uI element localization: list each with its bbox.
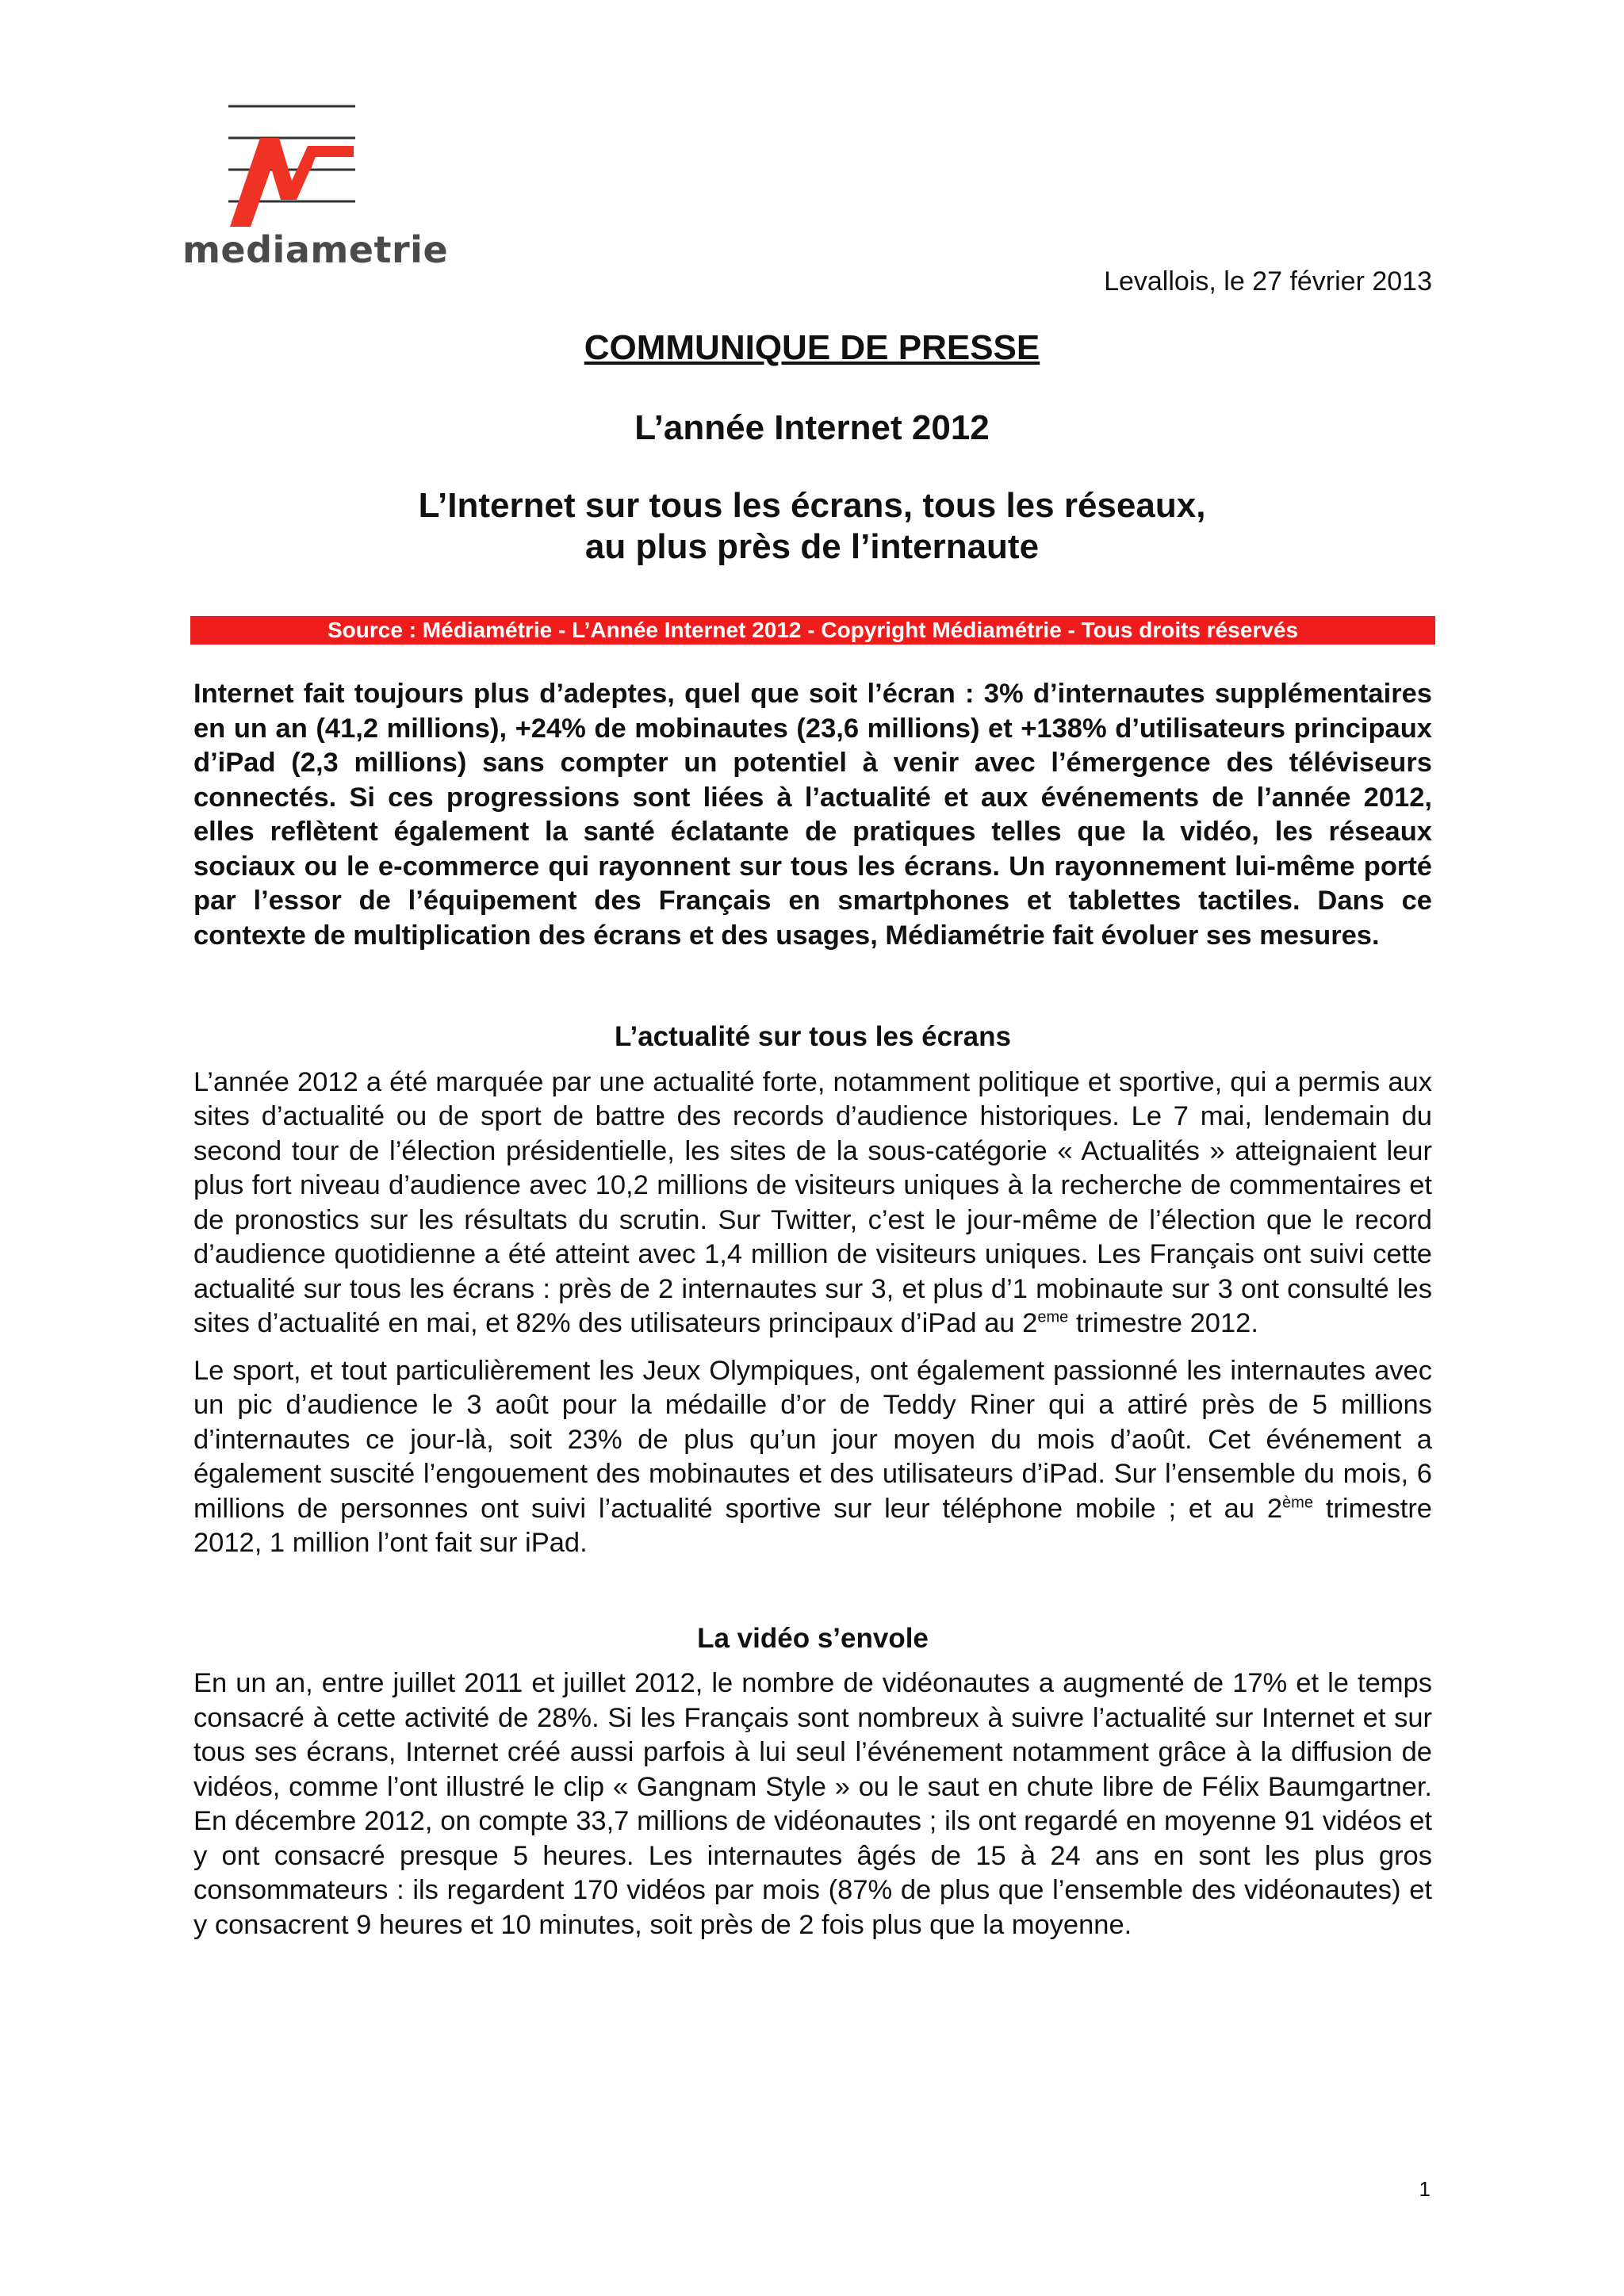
logo-mark-icon <box>181 101 419 228</box>
paragraph: Le sport, et tout particulièrement les Jeux Olympiques, ont également passionné les internautes avec un pic d’audience le 3 août pour la médaille d’or de Teddy Riner qui a attiré près de 5 millions d’internautes ce jour-là, soit 23% de plus qu’un jour moyen du mois d’août. Cet événement a également suscité l’engouement des mobinautes et des utilisateurs d’iPad. Sur l’ensemble du mois, 6 millions de personnes ont suivi l’actualité sportive sur leur téléphone mobile ; et au 2ème trimestre 2012, 1 million l’ont fait sur iPad. <box>193 1355 1432 1558</box>
headline <box>0 485 1624 568</box>
page-number: 1 <box>1419 2177 1431 2201</box>
paragraph: En un an, entre juillet 2011 et juillet 2012, le nombre de vidéonautes a augmenté de 17% et le temps consacré à cette activité de 28%. Si les Français sont nombreux à suivre l’actualité sur Internet et sur tous ses écrans, Internet créé aussi parfois à lui seul l’événement notamment grâce à la diffusion de vidéos, comme l’ont illustré le clip « Gangnam Style » ou le saut en chute libre de Félix Baumgartner. En décembre 2012, on compte 33,7 millions de vidéonautes ; ils ont regardé en moyenne 91 vidéos et y ont consacré presque 5 heures. Les internautes âgés de 15 à 24 ans en sont les plus gros consommateurs : ils regardent 170 vidéos par mois (87% de plus que l’ensemble des vidéonautes) et y consacrent 9 heures et 10 minutes, soit près de 2 fois plus que la moyenne. <box>193 1668 1432 1940</box>
article-body <box>193 677 1432 1942</box>
intro-paragraph: Internet fait toujours plus d’adeptes, quel que soit l’écran : 3% d’internautes supplémentaires en un an (41,2 millions), +24% de mobinautes (23,6 millions) et +138% d’utilisateurs principaux d’iPad (2,3 millions) sans compter un potentiel à venir avec l’émergence des téléviseurs connectés. Si ces progressions sont liées à l’actualité et aux événements de l’année 2012, elles reflètent également la santé éclatante de pratiques telles que la vidéo, les réseaux sociaux ou le e-commerce qui rayonnent sur tous les écrans. Un rayonnement lui-même porté par l’essor de l’équipement des Français en smartphones et tablettes tactiles. Dans ce contexte de multiplication des écrans et des usages, Médiamétrie fait évoluer ses mesures. <box>193 679 1432 951</box>
mediametrie-logo <box>181 101 449 276</box>
logo-wordmark: mediametrie <box>182 228 449 271</box>
page-subtitle: L’année Internet 2012 <box>634 408 990 447</box>
section-title-actualite: L’actualité sur tous les écrans <box>615 1021 1011 1052</box>
page-title: COMMUNIQUE DE PRESSE <box>584 328 1040 367</box>
source-banner: Source : Médiamétrie - L’Année Internet 2012 - Copyright Médiamétrie - Tous droits réservés <box>190 616 1435 645</box>
dateline: Levallois, le 27 février 2013 <box>1104 266 1432 297</box>
paragraph: L’année 2012 a été marquée par une actualité forte, notamment politique et sportive, qui a permis aux sites d’actualité ou de sport de battre des records d’audience historiques. Le 7 mai, lendemain du second tour de l’élection présidentielle, les sites de la sous-catégorie « Actualités » atteignaient leur plus fort niveau d’audience avec 10,2 millions de visiteurs uniques à la recherche de commentaires et de pronostics sur les résultats du scrutin. Sur Twitter, c’est le jour-même de l’élection que le record d’audience quotidienne a été atteint avec 1,4 million de visiteurs uniques. Les Français ont suivi cette actualité sur tous les écrans : près de 2 internautes sur 3, et plus d’1 mobinaute sur 3 ont consulté les sites d’actualité en mai, et 82% des utilisateurs principaux d’iPad au 2eme trimestre 2012. <box>193 1066 1432 1338</box>
section-title-video: La vidéo s’envole <box>697 1622 929 1654</box>
headline-line-1: L’Internet sur tous les écrans, tous les réseaux, <box>418 486 1206 525</box>
headline-line-2: au plus près de l’internaute <box>584 527 1040 566</box>
